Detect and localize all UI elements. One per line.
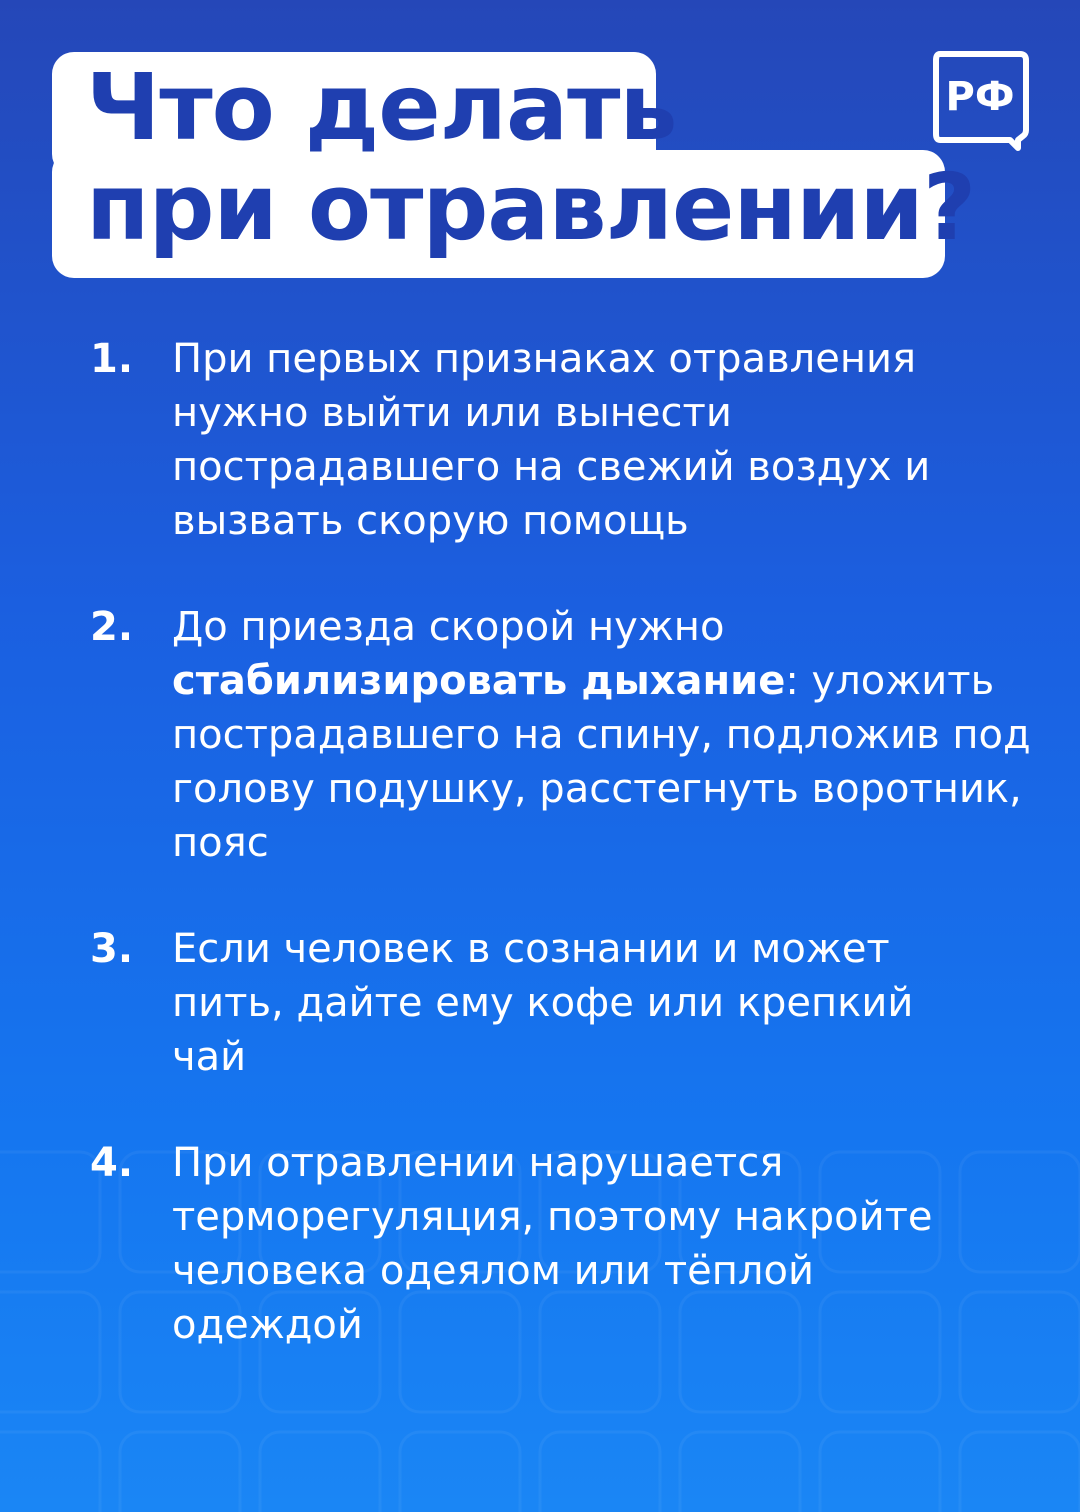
step-number: 2. <box>90 604 134 650</box>
step-number: 3. <box>90 926 134 972</box>
steps-list <box>90 332 1050 1404</box>
page-title-line2: при отравлении? <box>86 154 976 261</box>
list-item <box>90 1136 1050 1352</box>
list-item <box>90 922 1050 1084</box>
rf-logo-icon <box>930 48 1032 154</box>
step-text-end: : уложить пострадавшего на спину, подложив под голову подушку, расстегнуть воротник, пояс <box>172 658 1031 866</box>
step-text: Если человек в сознании и может пить, дайте ему кофе или крепкий чай <box>172 926 914 1080</box>
step-text: При отравлении нарушается терморегуляция, поэтому накройте человека одеялом или тёплой одеждой <box>172 1140 933 1348</box>
step-text <box>172 600 1052 870</box>
step-text-start: До приезда скорой нужно <box>172 604 725 650</box>
page-title-line1: Что делать <box>86 54 677 161</box>
logo-text: РФ <box>945 74 1015 120</box>
step-text-bold: стабилизировать дыхание <box>172 658 786 704</box>
list-item <box>90 332 1050 548</box>
step-number: 4. <box>90 1140 134 1186</box>
step-number: 1. <box>90 336 134 382</box>
list-item <box>90 600 1050 870</box>
step-text: При первых признаках отравления нужно выйти или вынести пострадавшего на свежий воздух и вызвать скорую помощь <box>172 336 931 544</box>
